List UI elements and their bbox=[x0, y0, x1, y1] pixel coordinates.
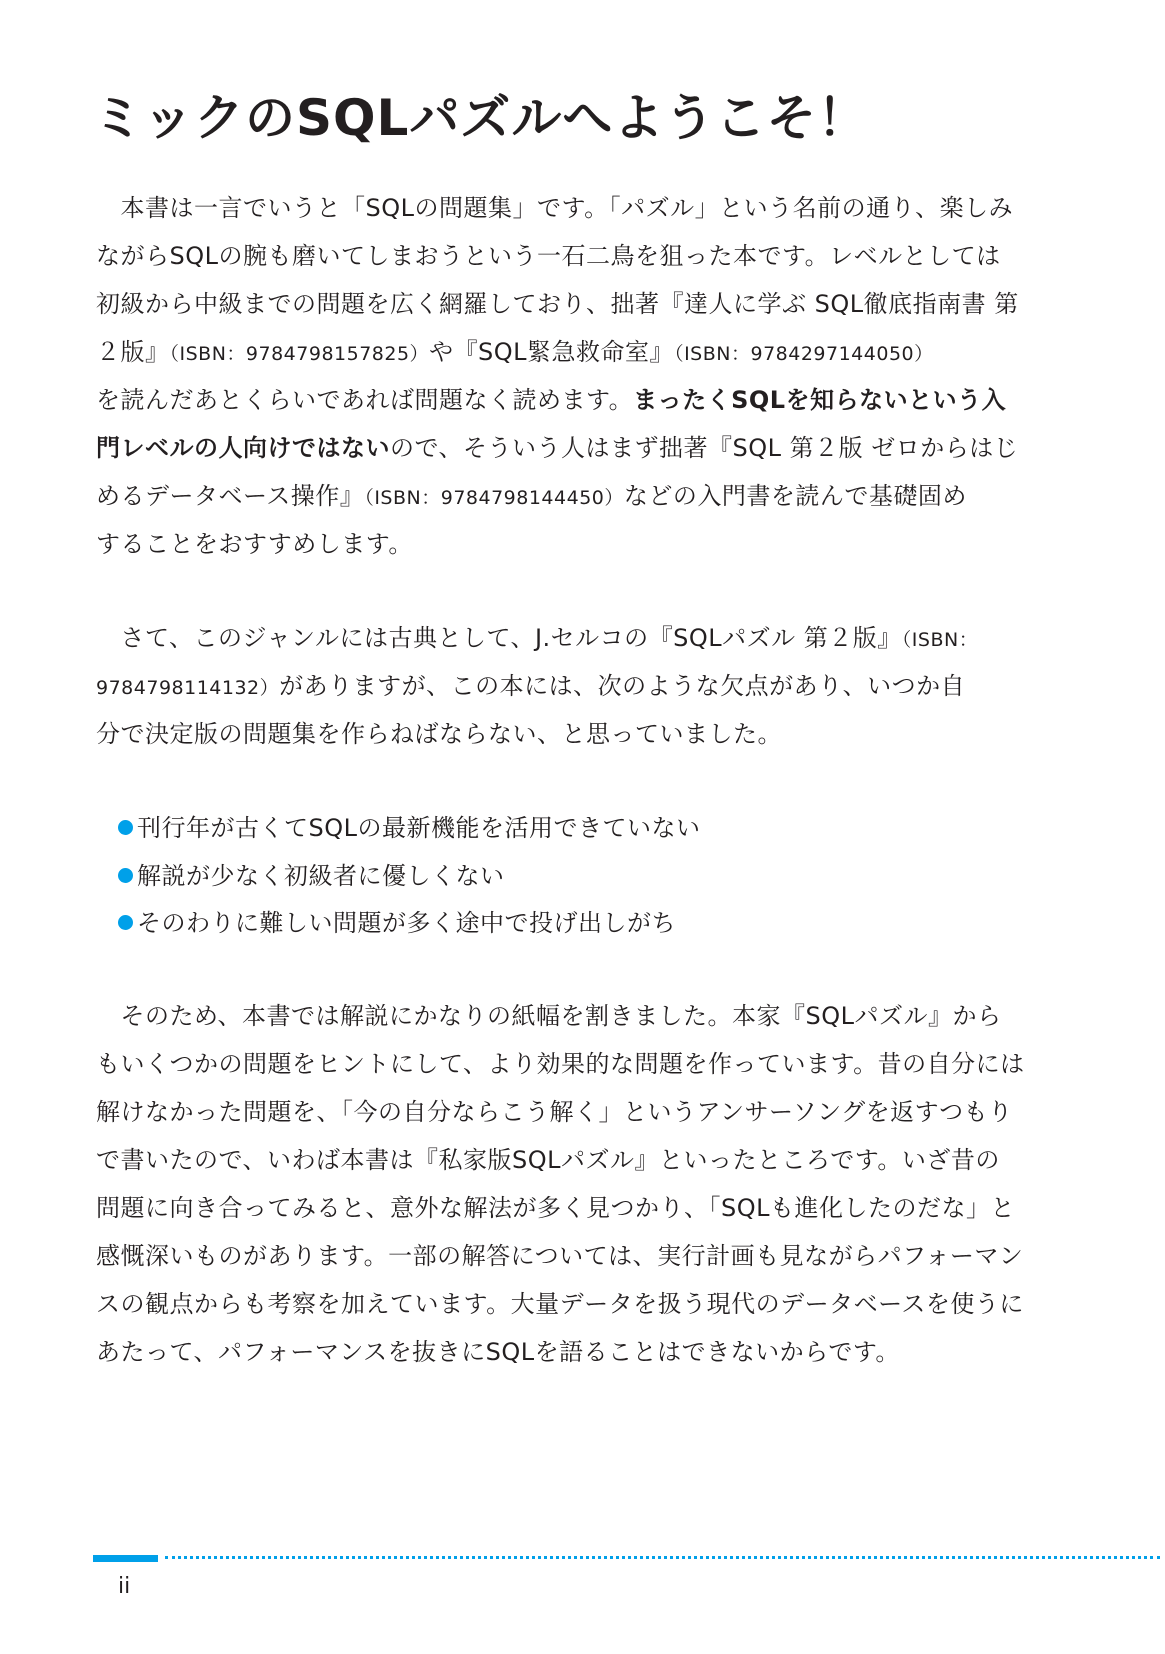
paragraph-line: することをおすすめします。 bbox=[96, 530, 413, 558]
bullet-dot-icon bbox=[118, 820, 133, 835]
text-segment: や『SQL緊急救命室』 bbox=[429, 338, 675, 366]
bullet-text: 刊行年が古くてSQLの最新機能を活用できていない bbox=[137, 814, 701, 842]
paragraph-line: ながらSQLの腕も磨いてしまおうという一石二鳥を狙った本です。レベルとしては bbox=[96, 242, 1001, 270]
bullet-dot-icon bbox=[118, 915, 133, 930]
isbn-text: （ISBN：9784798144450） bbox=[364, 487, 624, 509]
paragraph-line bbox=[96, 432, 1019, 464]
paragraph-line: で書いたので、いわば本書は『私家版SQLパズル』といったところです。いざ昔の bbox=[96, 1146, 1000, 1174]
text-segment: を読んだあとくらいであれば問題なく読めます。 bbox=[96, 386, 634, 414]
paragraph-line: 本書は一言でいうと「SQLの問題集」です。「パズル」という名前の通り、楽しみ bbox=[96, 194, 1014, 222]
paragraph-line: 初級から中級までの問題を広く網羅しており、拙著『達人に学ぶ SQL徹底指南書 第 bbox=[96, 290, 1019, 318]
isbn-text: （ISBN： bbox=[901, 629, 979, 651]
footer-accent-bar bbox=[93, 1555, 158, 1562]
isbn-text: 9784798114132） bbox=[96, 677, 280, 699]
isbn-text: （ISBN：9784798157825） bbox=[169, 343, 430, 365]
isbn-text: （ISBN：9784297144050） bbox=[674, 343, 934, 365]
bullet-text: そのわりに難しい問題が多く途中で投げ出しがち bbox=[137, 909, 676, 937]
paragraph-line: 解けなかった問題を、「今の自分ならこう解く」というアンサーソングを返すつもり bbox=[96, 1098, 1013, 1126]
text-segment: さて、このジャンルには古典として、J.セルコの『SQLパズル 第２版』 bbox=[96, 624, 902, 652]
paragraph-line: 分で決定版の問題集を作らねばならない、と思っていました。 bbox=[96, 720, 782, 748]
paragraph-line: 感慨深いものがあります。一部の解答については、実行計画も見ながらパフォーマン bbox=[96, 1242, 1024, 1270]
paragraph-line: あたって、パフォーマンスを抜きにSQLを語ることはできないからです。 bbox=[96, 1338, 900, 1366]
emphasis-text: 門レベルの人向けではない bbox=[96, 434, 390, 462]
footer-dotted-rule bbox=[165, 1556, 1160, 1559]
text-segment: などの入門書を読んで基礎固め bbox=[623, 482, 967, 510]
text-segment: がありますが、この本には、次のような欠点があり、いつか自 bbox=[279, 672, 966, 700]
bullet-item bbox=[118, 812, 1018, 844]
text-segment: ２版』 bbox=[96, 338, 170, 366]
page-title: ミックのSQLパズルへようこそ！ bbox=[93, 89, 869, 147]
paragraph-line bbox=[96, 622, 996, 656]
emphasis-text: まったくSQLを知らないという入 bbox=[633, 386, 1007, 414]
page-number: ii bbox=[118, 1574, 131, 1599]
bullet-text: 解説が少なく初級者に優しくない bbox=[137, 862, 505, 890]
paragraph-line bbox=[96, 670, 996, 704]
paragraph-line: 問題に向き合ってみると、意外な解法が多く見つかり、「SQLも進化したのだな」と bbox=[96, 1194, 1015, 1222]
text-segment: めるデータベース操作』 bbox=[96, 482, 365, 510]
paragraph-line bbox=[96, 336, 996, 370]
paragraph-line: スの観点からも考察を加えています。大量データを扱う現代のデータベースを使うに bbox=[96, 1290, 1024, 1318]
bullet-item bbox=[118, 860, 1018, 892]
bullet-dot-icon bbox=[118, 868, 133, 883]
paragraph-line bbox=[96, 480, 996, 514]
paragraph-line: もいくつかの問題をヒントにして、より効果的な問題を作っています。昔の自分には bbox=[96, 1050, 1025, 1078]
bullet-item bbox=[118, 907, 1018, 939]
paragraph-line bbox=[96, 384, 1007, 416]
paragraph-line: そのため、本書では解説にかなりの紙幅を割きました。本家『SQLパズル』から bbox=[96, 1002, 1002, 1030]
text-segment: ので、そういう人はまず拙著『SQL 第２版 ゼロからはじ bbox=[390, 434, 1019, 462]
